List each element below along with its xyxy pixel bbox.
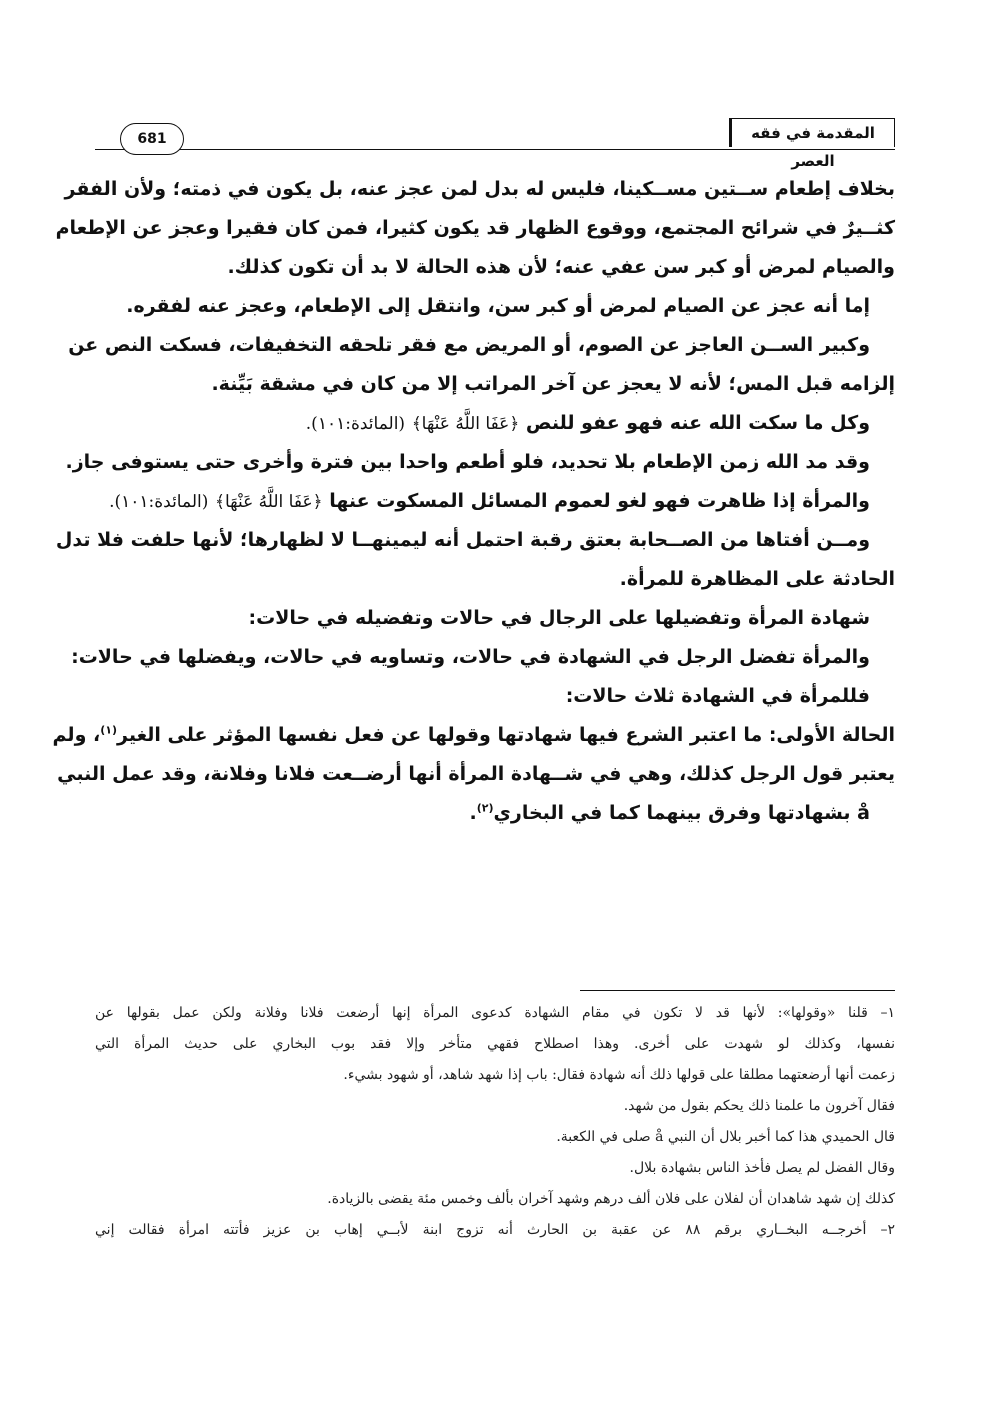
footnote-line: كذلك إن شهد شاهدان أن لفلان على فلان ألف درهم وشهد آخران بألف وخمس مئة يقضى بالزيادة. bbox=[327, 1191, 895, 1207]
text-line: والمرأة تفضل الرجل في الشهادة في حالات، وتساويه في حالات، ويفضلها في حالات: bbox=[71, 646, 870, 668]
text-line-with-verse bbox=[95, 482, 895, 521]
page-header bbox=[95, 116, 895, 170]
text-line: والصيام لمرض أو كبر سن عفي عنه؛ لأن هذه الحالة لا بد أن تكون كذلك. bbox=[227, 256, 895, 278]
line-text: والمرأة إذا ظاهرت فهو لغو لعموم المسائل المسكوت عنها bbox=[329, 490, 870, 512]
main-text bbox=[52, 170, 895, 833]
footnote-line: وقال الفضل لم يصل فأخذ الناس بشهادة بلال. bbox=[629, 1160, 895, 1176]
text-line: كثــيرٌ في شرائح المجتمع، ووقوع الظهار قد يكون كثيرا، فمن كان فقيرا وعجز عن الإطعام bbox=[55, 217, 895, 239]
footnotes bbox=[95, 998, 895, 1246]
quran-verse: ﴿عَفَا اللَّهُ عَنْهَا﴾ bbox=[411, 414, 520, 434]
text-line-with-footnote bbox=[52, 716, 895, 755]
quran-verse: ﴿عَفَا اللَّهُ عَنْهَا﴾ bbox=[214, 492, 323, 512]
footnote-line: ٢– أخرجــه البخــاري برقم ٨٨ عن عقبة بن الحارث أنه تزوج ابنة لأبــي إهاب بن عزيز فأتته امرأة فقالت إني bbox=[95, 1222, 896, 1238]
footnote-line: زعمت أنها أرضعتهما مطلقا على قولها ذلك أنه شهادة فقال: باب إذا شهد شاهد، أو شهود بشيء. bbox=[343, 1067, 895, 1083]
text-line: وقد مد الله زمن الإطعام بلا تحديد، فلو أطعم واحدا بين فترة وأخرى حتى يستوفى جاز. bbox=[65, 451, 870, 473]
line-text-end: . bbox=[469, 802, 477, 824]
verse-reference: (المائدة:١٠١). bbox=[305, 414, 406, 434]
footnote-line: فقال آخرون ما علمنا ذلك يحكم بقول من شهد. bbox=[623, 1098, 895, 1114]
line-text: وكل ما سكت الله عنه فهو عفو للنص bbox=[525, 412, 870, 434]
text-line: وكبير الســن العاجز عن الصوم، أو المريض مع فقر تلحقه التخفيفات، فسكت النص عن bbox=[68, 334, 870, 356]
book-title: المقدمة في فقه العصر bbox=[729, 118, 895, 147]
text-line: بخلاف إطعام ســتين مســكينا، فليس له بدل لمن عجز عنه، بل يكون في ذمته؛ ولأن الفقر bbox=[64, 178, 895, 200]
verse-reference: (المائدة:١٠١). bbox=[109, 492, 209, 512]
line-text: å بشهادتها وفرق بينهما كما في البخاري bbox=[493, 802, 870, 824]
section-heading: شهادة المرأة وتفضيلها على الرجال في حالات وتفضيله في حالات: bbox=[248, 607, 870, 629]
footnote-line: ١– قلنا «وقولها»: لأنها قد لا تكون في مقام الشهادة كدعوى المرأة إنها أرضعت فلانا وفلانة ولكن عمل بقولها عن bbox=[95, 1005, 895, 1021]
text-line: ومــن أفتاها من الصــحابة بعتق رقبة احتمل أنه ليمينهــا لا لظهارها؛ لأنها حلفت فلا تدل bbox=[55, 529, 870, 551]
line-text: الحالة الأولى: ما اعتبر الشرع فيها شهادتها وقولها عن فعل نفسها المؤثر على الغير bbox=[117, 724, 895, 746]
text-line: إلزامه قبل المس؛ لأنه لا يعجز عن آخر المراتب إلا من كان في مشقة بَيِّنة. bbox=[211, 373, 895, 395]
footnote-marker[interactable]: (٢) bbox=[476, 801, 494, 815]
footnote-line: قال الحميدي هذا كما أخبر بلال أن النبي å صلى في الكعبة. bbox=[556, 1129, 895, 1145]
line-text-end: ، ولم bbox=[52, 724, 101, 746]
page-number: 681 bbox=[120, 123, 184, 155]
text-line: فللمرأة في الشهادة ثلاث حالات: bbox=[565, 685, 870, 707]
text-line-with-footnote bbox=[95, 794, 895, 833]
header-rule bbox=[95, 149, 895, 150]
text-line: الحادثة على المظاهرة للمرأة. bbox=[619, 568, 895, 590]
footnote-marker[interactable]: (١) bbox=[100, 723, 117, 737]
text-line: إما أنه عجز عن الصيام لمرض أو كبر سن، وانتقل إلى الإطعام، وعجز عنه لفقره. bbox=[126, 295, 870, 317]
footnote-line: نفسها، وكذلك لو شهدت على أخرى. وهذا اصطلاح فقهي متأخر وإلا فقد بوب البخاري على حديث المرأة التي bbox=[95, 1036, 895, 1052]
text-line-with-verse bbox=[95, 404, 895, 443]
text-line: يعتبر قول الرجل كذلك، وهي في شــهادة المرأة أنها أرضــعت فلانا وفلانة، وقد عمل النبي bbox=[57, 763, 895, 785]
footnote-separator bbox=[580, 990, 895, 991]
